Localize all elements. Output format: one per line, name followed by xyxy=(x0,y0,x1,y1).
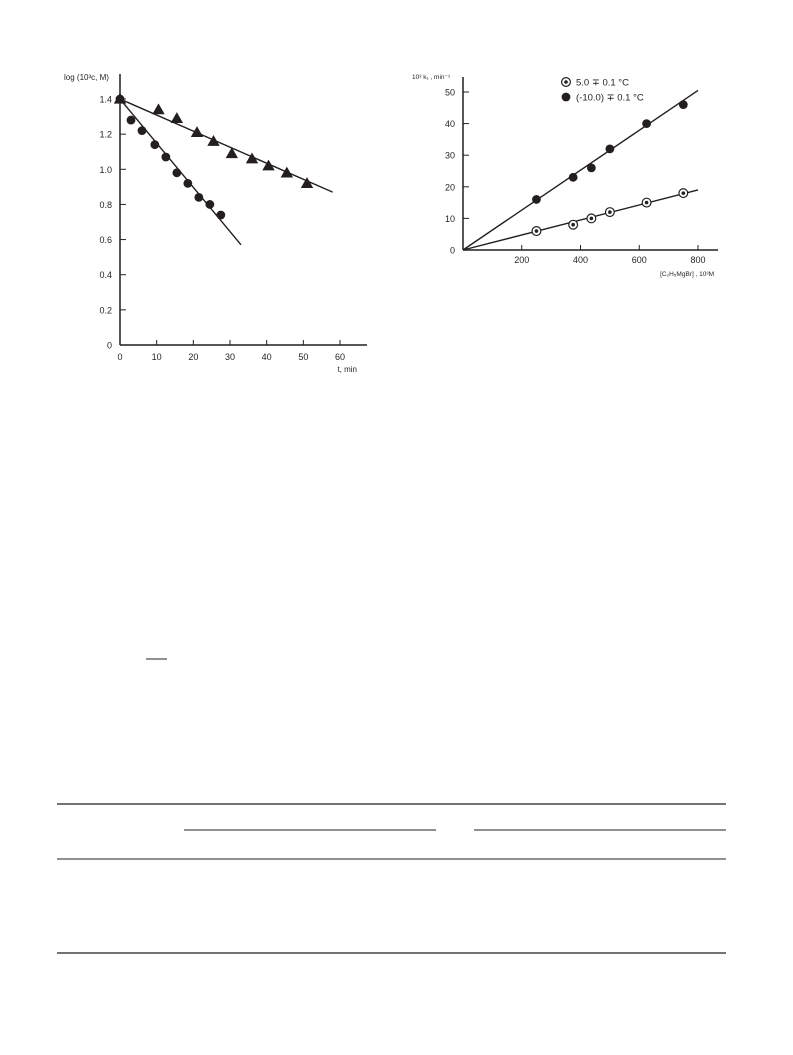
marker-center xyxy=(608,210,612,214)
data-point xyxy=(194,193,203,202)
data-point xyxy=(532,227,541,236)
chart-log-concentration-vs-time xyxy=(64,73,367,374)
marker-center xyxy=(571,223,575,227)
table-rules xyxy=(57,659,726,953)
data-point xyxy=(150,140,159,149)
y-tick-label: 30 xyxy=(444,150,455,161)
x-tick-label: 200 xyxy=(514,255,530,265)
x-tick-label: 60 xyxy=(334,352,346,362)
y-axis-label: 10³ k₁ , min⁻¹ xyxy=(412,74,451,81)
data-point xyxy=(262,160,274,171)
y-tick-label: 0.6 xyxy=(99,235,112,246)
x-tick-label: 400 xyxy=(572,255,589,265)
series-1 xyxy=(463,189,698,250)
legend xyxy=(562,78,644,104)
marker-center xyxy=(645,201,649,205)
y-tick-label: 1.2 xyxy=(99,129,112,140)
legend-label: (-10.0) ∓ 0.1 °C xyxy=(576,92,644,104)
data-point xyxy=(569,173,578,182)
data-point xyxy=(172,168,181,177)
data-point xyxy=(171,112,183,123)
x-axis-label: t, min xyxy=(337,365,357,374)
data-point xyxy=(183,179,192,188)
marker-center xyxy=(535,229,539,233)
data-point xyxy=(216,211,225,220)
y-tick-label: 20 xyxy=(444,182,455,193)
data-point xyxy=(679,100,688,109)
y-tick-label: 10 xyxy=(444,213,455,224)
x-tick-label: 20 xyxy=(188,352,199,362)
data-point xyxy=(138,126,147,135)
x-tick-label: 50 xyxy=(298,352,309,362)
y-tick-label: 0 xyxy=(449,245,455,256)
x-tick-label: 800 xyxy=(690,255,706,265)
data-point xyxy=(532,195,541,204)
data-point xyxy=(642,198,651,207)
y-axis-label: log (10³c, M) xyxy=(64,73,109,82)
series-2 xyxy=(463,90,698,250)
data-point xyxy=(116,95,125,104)
marker-center xyxy=(590,217,594,221)
y-tick-label: 1.0 xyxy=(99,164,112,175)
x-tick-label: 30 xyxy=(224,352,236,362)
data-point xyxy=(587,163,596,172)
data-point xyxy=(207,135,219,146)
data-point xyxy=(191,126,203,137)
data-point xyxy=(205,200,214,209)
legend-label: 5.0 ∓ 0.1 °C xyxy=(576,77,629,89)
y-tick-label: 0 xyxy=(106,340,112,351)
y-tick-label: 0.8 xyxy=(99,199,112,210)
data-point xyxy=(226,147,238,158)
data-point xyxy=(605,144,614,153)
y-tick-label: 0.4 xyxy=(99,270,112,281)
data-point xyxy=(679,189,688,198)
marker-center xyxy=(682,191,686,195)
fit-line xyxy=(463,90,698,250)
data-point xyxy=(569,220,578,229)
x-tick-label: 10 xyxy=(151,352,162,362)
data-point xyxy=(127,116,136,125)
data-point xyxy=(161,153,170,162)
data-point xyxy=(642,119,651,128)
x-axis-label: [C₂H₅MgBr] , 10³M xyxy=(660,271,714,278)
y-tick-label: 50 xyxy=(444,87,455,98)
data-point xyxy=(587,214,596,223)
chart-rate-constant-vs-concentration xyxy=(412,74,718,278)
legend-marker xyxy=(562,93,571,102)
series-1 xyxy=(114,93,333,192)
y-tick-label: 1.4 xyxy=(99,94,112,105)
y-tick-label: 0.2 xyxy=(99,305,112,316)
data-point xyxy=(281,167,293,178)
data-point xyxy=(605,208,614,217)
marker-center xyxy=(564,80,568,84)
x-tick-label: 40 xyxy=(261,352,272,362)
x-tick-label: 0 xyxy=(117,352,123,362)
data-point xyxy=(152,103,164,114)
legend-marker xyxy=(562,78,571,87)
y-tick-label: 40 xyxy=(444,119,455,130)
fit-line xyxy=(463,190,698,250)
x-tick-label: 600 xyxy=(631,255,647,265)
